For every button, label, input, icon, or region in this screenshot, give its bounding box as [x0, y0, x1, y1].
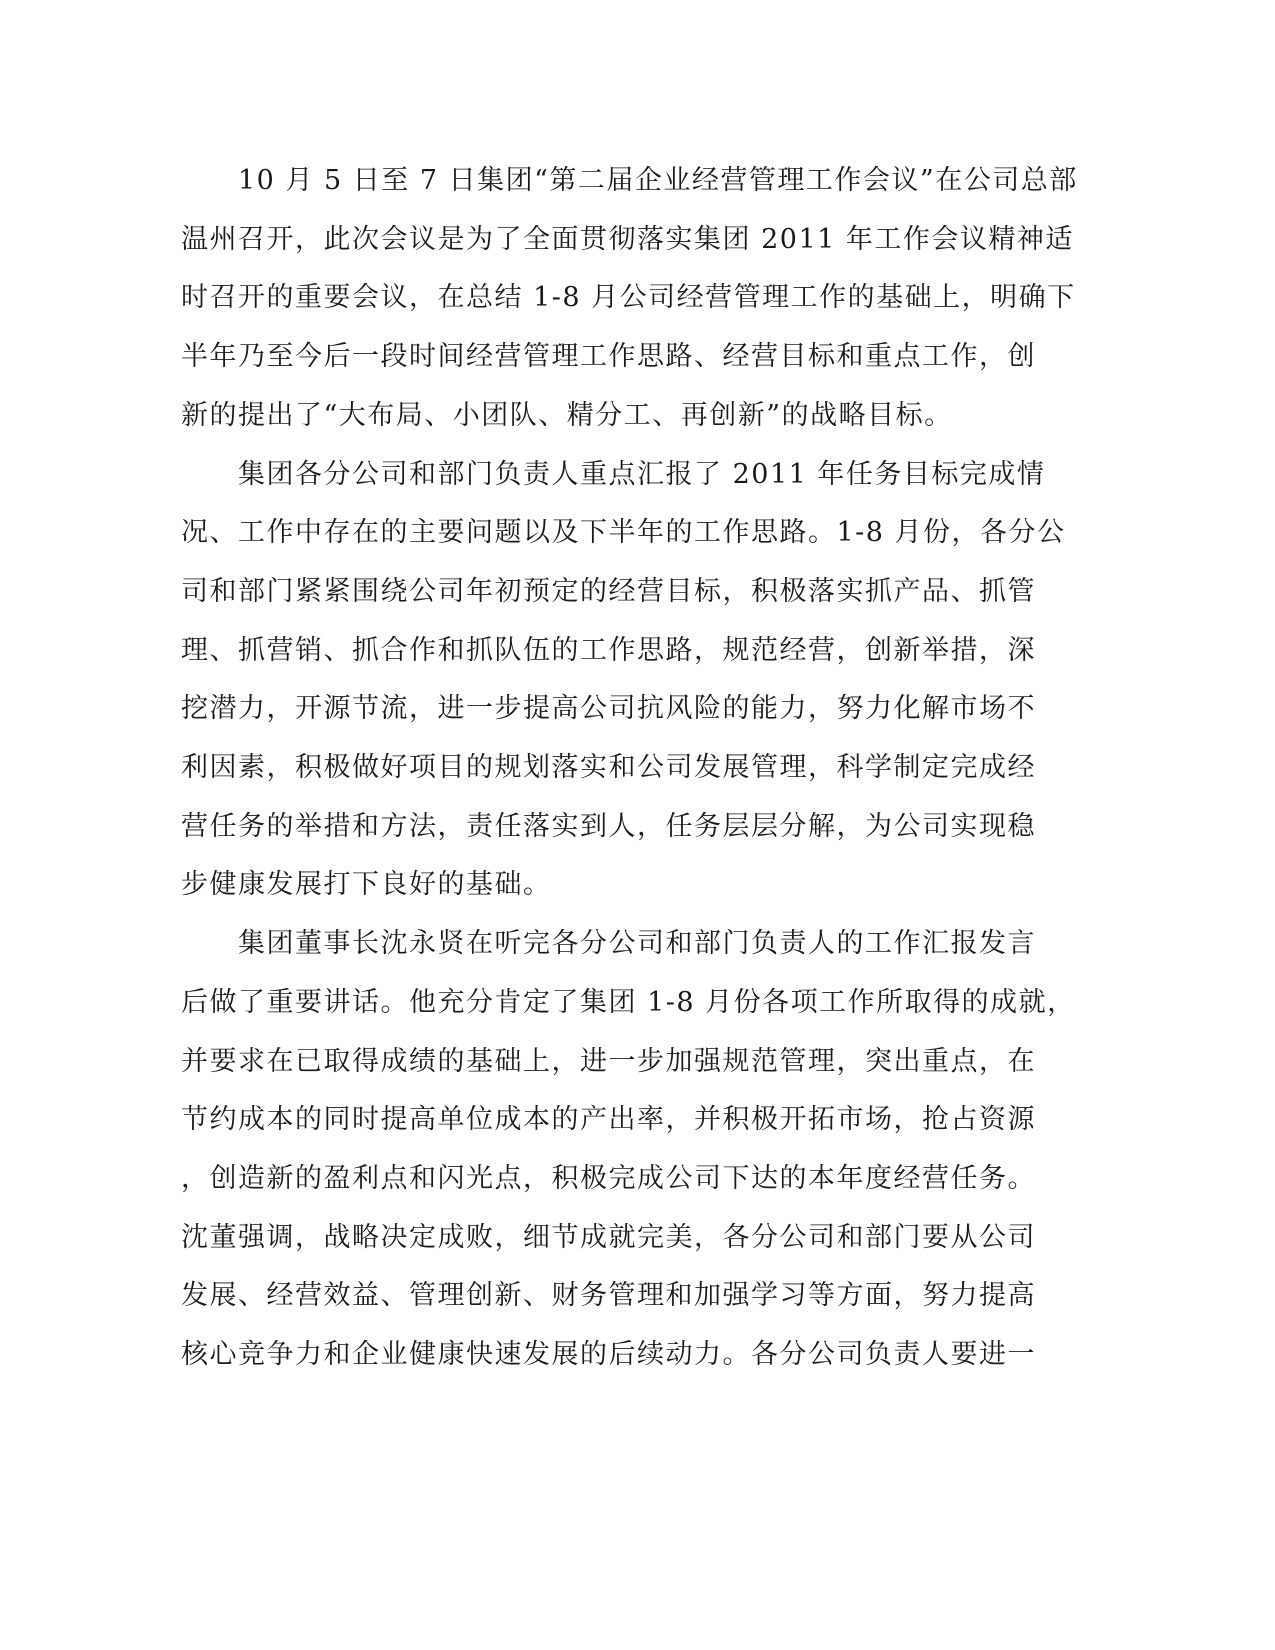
document-body: [181, 152, 1078, 1385]
text-line: 沈董强调，战略决定成败，细节成就完美，各分公司和部门要从公司: [181, 1221, 1036, 1253]
text-line: 营任务的举措和方法，责任落实到人，任务层层分解，为公司实现稳: [181, 810, 1036, 842]
text-line: 司和部门紧紧围绕公司年初预定的经营目标，积极落实抓产品、抓管: [181, 575, 1036, 607]
text-line: 挖潜力，开源节流，进一步提高公司抗风险的能力，努力化解市场不: [181, 693, 1036, 725]
paragraph-2: [181, 446, 1066, 916]
text-line: 半年乃至今后一段时间经营管理工作思路、经营目标和重点工作，创: [181, 341, 1036, 373]
text-line: 温州召开，此次会议是为了全面贯彻落实集团 2011 年工作会议精神适: [181, 223, 1074, 255]
text-line: 集团董事长沈永贤在听完各分公司和部门负责人的工作汇报发言: [181, 928, 1036, 960]
text-line: 步健康发展打下良好的基础。: [181, 869, 552, 901]
text-line: 10 月 5 日至 7 日集团“第二届企业经营管理工作会议”在公司总部: [181, 165, 1078, 196]
text-line: 新的提出了“大布局、小团队、精分工、再创新”的战略目标。: [181, 399, 953, 431]
text-line: ，创造新的盈利点和闪光点，积极完成公司下达的本年度经营任务。: [181, 1162, 1036, 1194]
paragraph-3: [181, 915, 1076, 1385]
text-line: 并要求在已取得成绩的基础上，进一步加强规范管理，突出重点，在: [181, 1045, 1036, 1077]
text-line: 后做了重要讲话。他充分肯定了集团 1-8 月份各项工作所取得的成就，: [181, 986, 1076, 1018]
text-line: 集团各分公司和部门负责人重点汇报了 2011 年任务目标完成情: [181, 458, 1046, 490]
text-line: 况、工作中存在的主要问题以及下半年的工作思路。1-8 月份，各分公: [181, 517, 1066, 549]
text-line: 时召开的重要会议，在总结 1-8 月公司经营管理工作的基础上，明确下: [181, 282, 1076, 314]
text-line: 理、抓营销、抓合作和抓队伍的工作思路，规范经营，创新举措，深: [181, 634, 1036, 666]
text-line: 发展、经营效益、管理创新、财务管理和加强学习等方面，努力提高: [181, 1280, 1036, 1312]
paragraph-1: [181, 152, 1078, 446]
text-line: 节约成本的同时提高单位成本的产出率，并积极开拓市场，抢占资源: [181, 1104, 1036, 1136]
text-line: 利因素，积极做好项目的规划落实和公司发展管理，科学制定完成经: [181, 752, 1036, 784]
text-line: 核心竞争力和企业健康快速发展的后续动力。各分公司负责人要进一: [181, 1339, 1036, 1371]
